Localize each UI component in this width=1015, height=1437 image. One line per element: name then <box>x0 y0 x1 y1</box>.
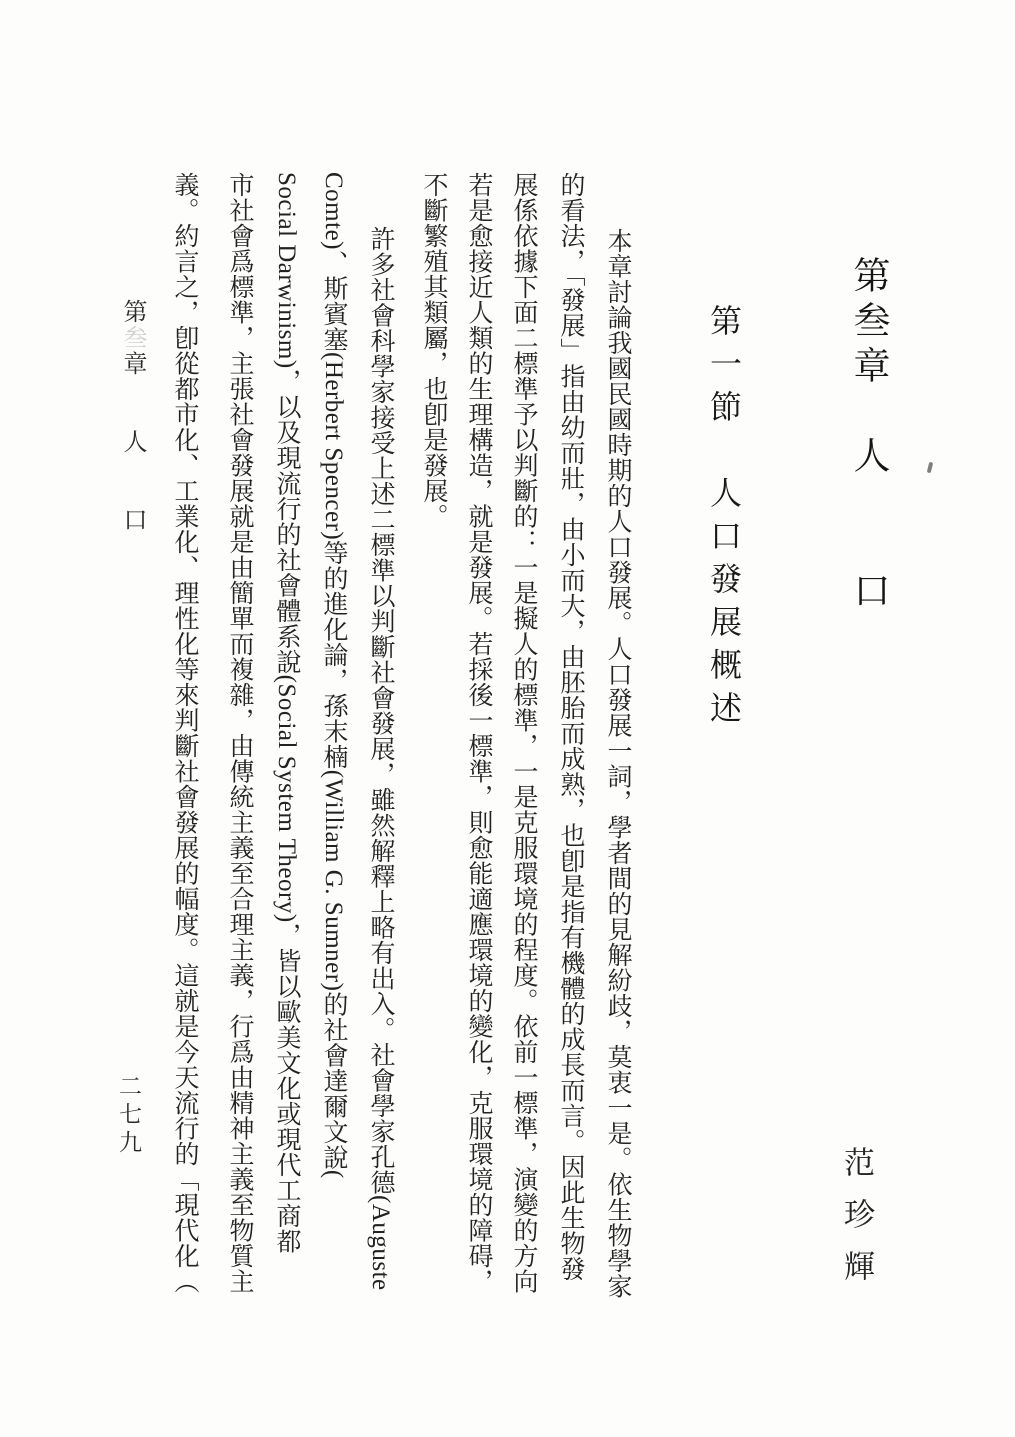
margin-header-char: 第 <box>119 299 145 325</box>
margin-header-rest: 章 人 口 <box>119 351 145 533</box>
author-name: 范珍輝 <box>839 1146 874 1302</box>
text-column: 義。約言之，卽從都市化、工業化、理性化等來判斷社會發展的幅度。這就是今天流行的「現代化（ <box>171 172 198 1294</box>
text-column: Comte)、斯賓塞(Herbert Spencer)等的進化論，孫末楠(William G. Sumner)的社會達爾文說( <box>320 172 347 1179</box>
chapter-title: 第叁章 人 口 <box>847 256 888 616</box>
text-column: 市社會爲標準，主張社會發展就是由簡單而複雜，由傳統主義至合理主義，行爲由精神主義至物質主 <box>226 172 253 1294</box>
text-column: 的看法，「發展」指由幼而壯，由小而大，由胚胎而成熟，也卽是指有機體的成長而言。因此生物發 <box>557 172 584 1282</box>
page-number: 二七九 <box>116 1074 141 1158</box>
section-heading: 第一節 人口發展概述 <box>706 304 742 734</box>
text-column: 許多社會科學家接受上述二標準以判斷社會發展，雖然解釋上略有出入。社會學家孔德(Auguste <box>367 226 394 1291</box>
text-column: 展係依據下面二標準予以判斷的：一是擬人的標準，一是克服環境的程度。依前一標準，演變的方向 <box>510 172 537 1294</box>
text-column: Social Darwinism)，以及現流行的社會體系說(Social System Theory)，皆以歐美文化或現代工商都 <box>273 172 300 1255</box>
ink-speck <box>927 462 934 474</box>
text-column: 不斷繁殖其類屬，也卽是發展。 <box>420 172 447 529</box>
text-column: 本章討論我國民國時期的人口發展。人口發展一詞，學者間的見解紛歧，莫衷一是。依生物學家 <box>604 228 631 1299</box>
text-column: 若是愈接近人類的生理構造，就是發展。若採後一標準，則愈能適應環境的變化，克服環境的障碍， <box>465 172 492 1294</box>
margin-header-faint-char: 叁 <box>119 325 145 351</box>
margin-running-header <box>120 299 144 533</box>
